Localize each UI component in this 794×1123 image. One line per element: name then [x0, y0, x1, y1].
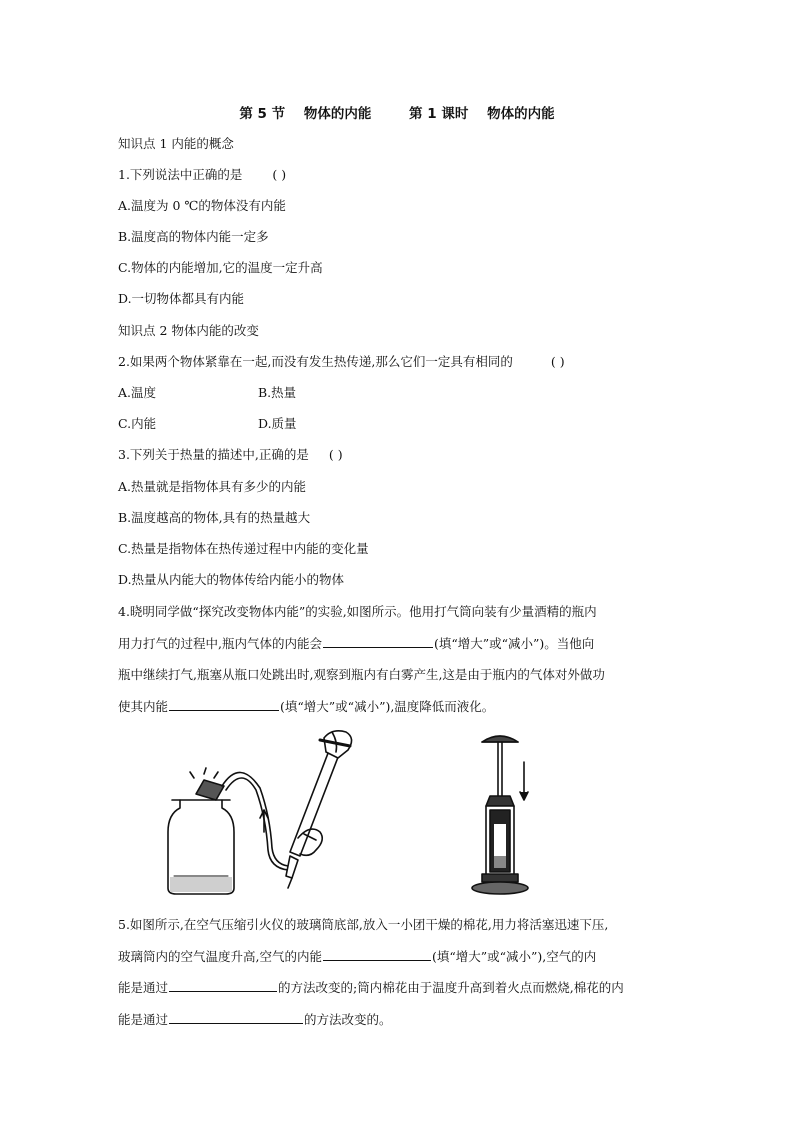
question-1-stem: 1.下列说法中正确的是: [118, 167, 243, 182]
air-compression-igniter-illustration: [468, 728, 558, 900]
answer-blank[interactable]: [323, 635, 433, 648]
question-3-stem: 3.下列关于热量的描述中,正确的是: [118, 447, 309, 462]
question-5-line-4: 能是通过 的方法改变的。: [118, 1012, 392, 1027]
question-4-line-4: 使其内能 (填“增大”或“减小”),温度降低而液化。: [118, 699, 495, 714]
answer-blank[interactable]: [169, 979, 277, 992]
bottle-and-pump-illustration: [160, 728, 360, 900]
question-2-stem: 2.如果两个物体紧靠在一起,而没有发生热传递,那么它们一定具有相同的: [118, 354, 513, 369]
option: D.热量从内能大的物体传给内能小的物体: [118, 572, 345, 587]
option: D.一切物体都具有内能: [118, 291, 245, 306]
option: B.温度高的物体内能一定多: [118, 229, 269, 244]
option: C.热量是指物体在热传递过程中内能的变化量: [118, 541, 369, 556]
question-4-line-3: 瓶中继续打气,瓶塞从瓶口处跳出时,观察到瓶内有白雾产生,这是由于瓶内的气体对外做功: [118, 667, 605, 682]
question-5-line-3: 能是通过 的方法改变的;筒内棉花由于温度升高到着火点而燃烧,棉花的内: [118, 980, 624, 995]
page-title: 第 5 节 物体的内能 第 1 课时 物体的内能: [239, 106, 555, 122]
question-4-line-1: 4.晓明同学做“探究改变物体内能”的实验,如图所示。他用打气筒向装有少量酒精的瓶内: [118, 604, 597, 619]
option: D.质量: [258, 416, 297, 431]
option-row: [118, 385, 297, 401]
question-1: [118, 167, 286, 183]
question-2: [118, 354, 565, 370]
option: B.热量: [258, 385, 297, 400]
igniter-icon: [468, 728, 558, 900]
answer-blank[interactable]: [169, 698, 279, 711]
option: A.温度: [118, 385, 157, 400]
answer-blank[interactable]: [169, 1011, 303, 1024]
question-4-line-2: 用力打气的过程中,瓶内气体的内能会 (填“增大”或“减小”)。当他向: [118, 636, 595, 651]
option: C.内能: [118, 416, 157, 431]
section-heading-1: 知识点 1 内能的概念: [118, 136, 234, 151]
answer-paren: ( ): [272, 167, 287, 182]
answer-paren: ( ): [328, 447, 343, 462]
question-3: [118, 447, 343, 463]
answer-blank[interactable]: [323, 948, 431, 961]
option: C.物体的内能增加,它的温度一定升高: [118, 260, 323, 275]
question-5-line-1: 5.如图所示,在空气压缩引火仪的玻璃筒底部,放入一小团干燥的棉花,用力将活塞迅速下压,: [118, 917, 609, 932]
answer-paren: ( ): [550, 354, 565, 369]
question-5-line-2: 玻璃筒内的空气温度升高,空气的内能 (填“增大”或“减小”),空气的内: [118, 949, 597, 964]
section-heading-2: 知识点 2 物体内能的改变: [118, 323, 259, 338]
option: A.温度为 0 ℃的物体没有内能: [118, 198, 286, 213]
option: B.温度越高的物体,具有的热量越大: [118, 510, 311, 525]
option-row: [118, 416, 297, 432]
bottle-and-pump-icon: [160, 728, 360, 900]
option: A.热量就是指物体具有多少的内能: [118, 479, 307, 494]
